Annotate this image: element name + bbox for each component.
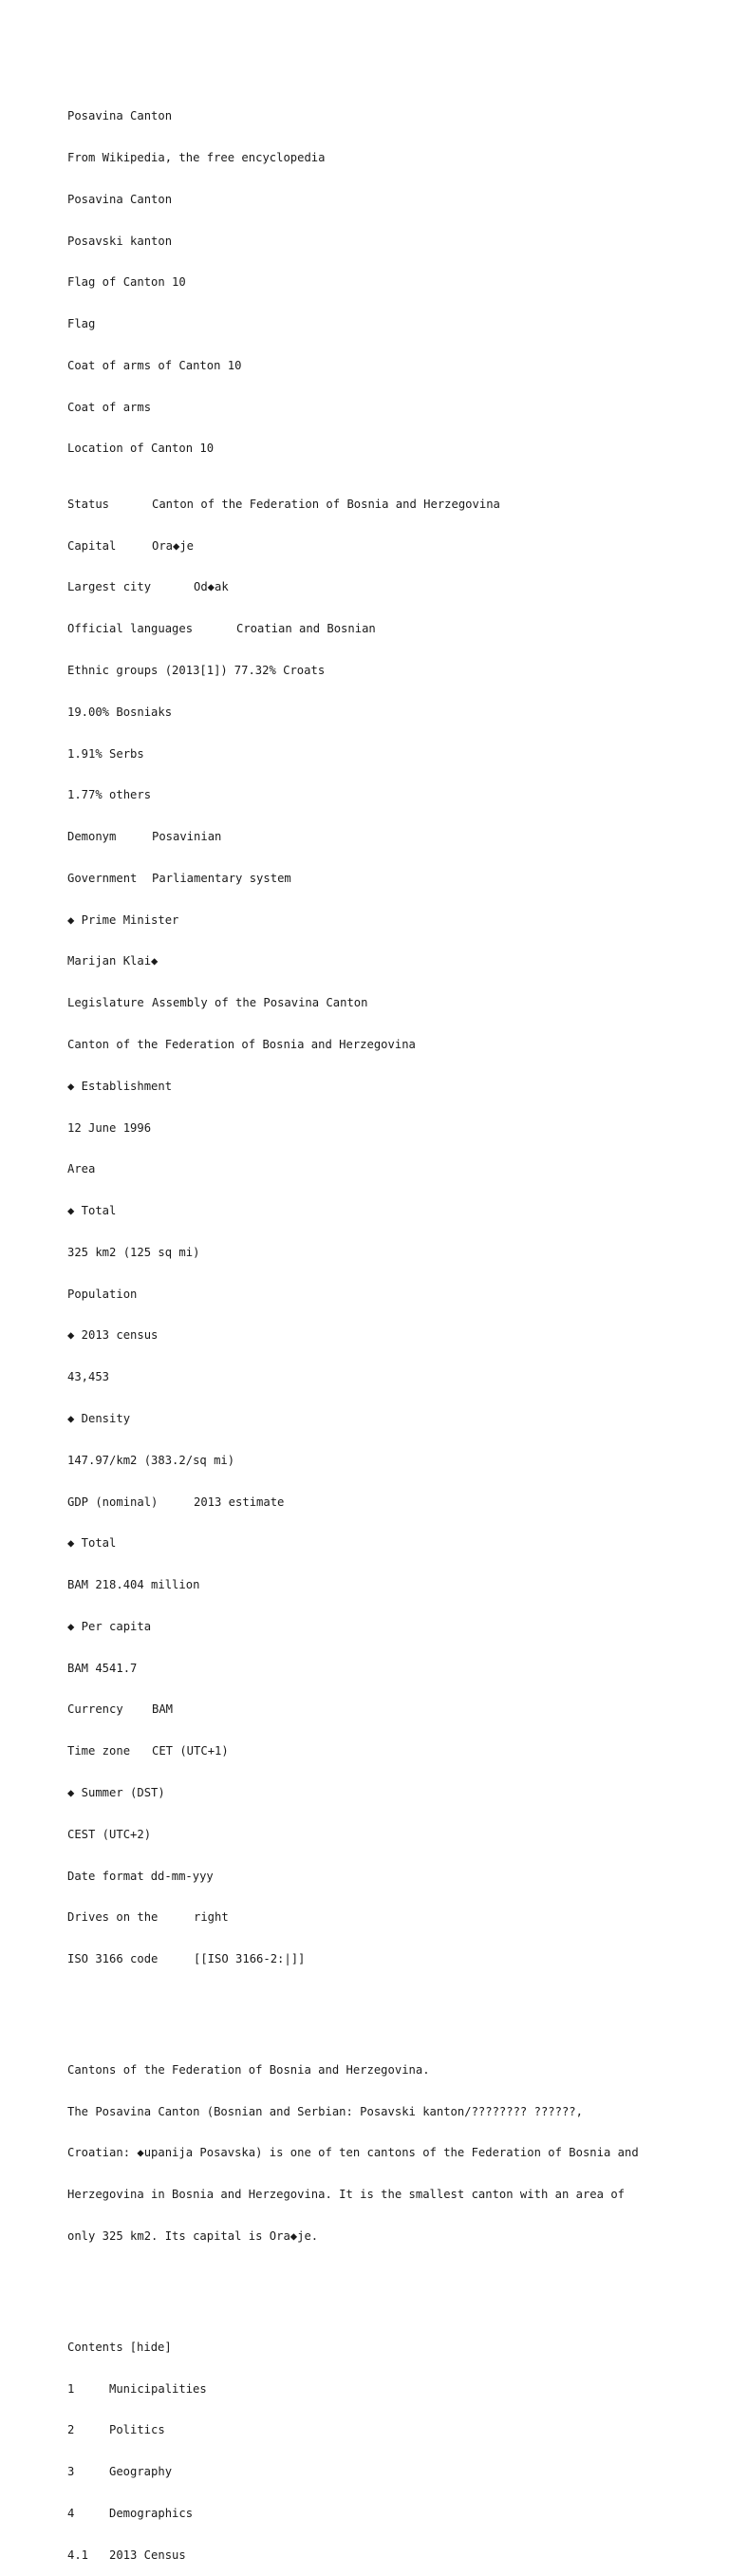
infobox-row-date-format xyxy=(67,1870,713,1884)
page-title: Posavina Canton xyxy=(67,109,173,123)
toc-item[interactable] xyxy=(67,2507,713,2521)
per-capita-value: BAM 4541.7 xyxy=(67,1661,138,1675)
establishment-value: 12 June 1996 xyxy=(67,1120,152,1135)
toc-item[interactable] xyxy=(67,2548,713,2563)
census-key: ◆ 2013 census xyxy=(67,1328,159,1343)
document-body xyxy=(67,82,713,2576)
legislature-key: Legislature xyxy=(67,996,144,1010)
population-key: Population xyxy=(67,1287,138,1301)
toc-item-number: 3 xyxy=(67,2465,75,2479)
infobox-row-languages xyxy=(67,622,713,636)
infobox-row-capital xyxy=(67,539,713,554)
ethnic-value-croats: 77.32% Croats xyxy=(234,663,326,677)
infobox-row-status xyxy=(67,498,713,512)
currency-value: BAM xyxy=(152,1702,174,1717)
toc-item-label[interactable]: Geography xyxy=(109,2465,173,2479)
toc-item-number: 4 xyxy=(67,2506,75,2520)
timezone-key: Time zone xyxy=(67,1744,131,1758)
infobox-row-iso xyxy=(67,1952,713,1966)
demonym-key: Demonym xyxy=(67,830,117,844)
toc-item[interactable] xyxy=(67,2382,713,2397)
status-key: Status xyxy=(67,497,110,511)
infobox-row-legislature xyxy=(67,996,713,1010)
capital-value: Ora◆je xyxy=(152,538,195,553)
intro-paragraph-line: Herzegovina in Bosnia and Herzegovina. It is the smallest canton with an area of xyxy=(67,2188,625,2202)
timezone-value: CET (UTC+1) xyxy=(152,1744,229,1758)
status-value: Canton of the Federation of Bosnia and Herzegovina xyxy=(152,497,500,511)
toc-header xyxy=(67,2341,713,2355)
languages-key: Official languages xyxy=(67,622,194,636)
density-key: ◆ Density xyxy=(67,1412,131,1425)
gdp-value: 2013 estimate xyxy=(194,1495,285,1509)
infobox-row-largest-city xyxy=(67,580,713,594)
establishment-key: ◆ Establishment xyxy=(67,1079,173,1093)
iso-key: ISO 3166 code xyxy=(67,1952,159,1966)
toc-item-number: 4.1 xyxy=(67,2548,89,2562)
toc-item-number: 1 xyxy=(67,2381,75,2396)
ethnic-value-others: 1.77% others xyxy=(67,788,152,802)
infobox-row-gdp xyxy=(67,1495,713,1510)
demonym-value: Posavinian xyxy=(152,830,222,844)
drives-value: right xyxy=(194,1910,229,1925)
per-capita-key: ◆ Per capita xyxy=(67,1619,152,1633)
largest-city-value: Od◆ak xyxy=(194,580,229,594)
infobox-row-drives xyxy=(67,1910,713,1925)
coat-caption: Coat of arms of Canton 10 xyxy=(67,358,242,372)
prime-minister-value: Marijan Klai◆ xyxy=(67,954,159,968)
census-value: 43,453 xyxy=(67,1370,110,1384)
intro-paragraph-line: only 325 km2. Its capital is Ora◆je. xyxy=(67,2229,319,2244)
toc-item-label[interactable]: Politics xyxy=(109,2423,165,2437)
coat-label: Coat of arms xyxy=(67,400,152,414)
gdp-key: GDP (nominal) xyxy=(67,1495,159,1509)
toc-item-label[interactable]: 2013 Census xyxy=(109,2548,186,2562)
area-total-key: ◆ Total xyxy=(67,1204,117,1218)
location-caption: Location of Canton 10 xyxy=(67,442,215,456)
date-format-value: dd-mm-yyy xyxy=(150,1869,214,1883)
government-value: Parliamentary system xyxy=(152,871,291,885)
ethnic-value-serbs: 1.91% Serbs xyxy=(67,746,144,761)
toc-item-label[interactable]: Demographics xyxy=(109,2506,194,2520)
name-local: Posavski kanton xyxy=(67,234,173,248)
spacer xyxy=(67,2008,713,2022)
largest-city-key: Largest city xyxy=(67,580,152,594)
infobox-row-ethnic xyxy=(67,664,713,678)
federation-line: Canton of the Federation of Bosnia and Herzegovina xyxy=(67,1037,416,1051)
toc-hide-toggle[interactable]: [hide] xyxy=(129,2340,172,2354)
toc-item[interactable] xyxy=(67,2423,713,2437)
ethnic-key: Ethnic groups (2013[1]) xyxy=(67,663,228,677)
gdp-total-key: ◆ Total xyxy=(67,1536,117,1551)
summer-time-key: ◆ Summer (DST) xyxy=(67,1786,165,1800)
name-english: Posavina Canton xyxy=(67,192,173,206)
density-value: 147.97/km2 (383.2/sq mi) xyxy=(67,1453,235,1467)
date-format-key: Date format xyxy=(67,1869,144,1883)
government-key: Government xyxy=(67,871,138,885)
infobox-row-demonym xyxy=(67,830,713,844)
infobox-row-government xyxy=(67,872,713,886)
area-total-value: 325 km2 (125 sq mi) xyxy=(67,1245,200,1259)
capital-key: Capital xyxy=(67,538,117,553)
spacer xyxy=(67,2285,713,2299)
iso-value[interactable]: [[ISO 3166-2:|]] xyxy=(194,1952,306,1966)
toc-item[interactable] xyxy=(67,2465,713,2479)
ethnic-value-bosniaks: 19.00% Bosniaks xyxy=(67,705,173,719)
map-caption: Cantons of the Federation of Bosnia and Herzegovina. xyxy=(67,2062,430,2077)
source-line: From Wikipedia, the free encyclopedia xyxy=(67,150,326,164)
infobox-row-currency xyxy=(67,1702,713,1717)
prime-minister-key: ◆ Prime Minister xyxy=(67,912,179,927)
languages-value: Croatian and Bosnian xyxy=(236,622,376,636)
flag-caption: Flag of Canton 10 xyxy=(67,275,186,290)
intro-paragraph-line: Croatian: ◆upanija Posavska) is one of ten cantons of the Federation of Bosnia and xyxy=(67,2146,639,2160)
toc-title: Contents xyxy=(67,2340,123,2354)
toc-item-number: 2 xyxy=(67,2423,75,2437)
gdp-total-value: BAM 218.404 million xyxy=(67,1578,200,1592)
legislature-value: Assembly of the Posavina Canton xyxy=(152,996,368,1010)
intro-paragraph-line: The Posavina Canton (Bosnian and Serbian: Posavski kanton/???????? ??????, xyxy=(67,2104,583,2118)
area-key: Area xyxy=(67,1162,96,1176)
currency-key: Currency xyxy=(67,1702,123,1717)
drives-key: Drives on the xyxy=(67,1910,159,1925)
summer-time-value: CEST (UTC+2) xyxy=(67,1827,152,1841)
flag-label: Flag xyxy=(67,317,96,331)
infobox-row-timezone xyxy=(67,1744,713,1758)
toc-item-label[interactable]: Municipalities xyxy=(109,2381,207,2396)
